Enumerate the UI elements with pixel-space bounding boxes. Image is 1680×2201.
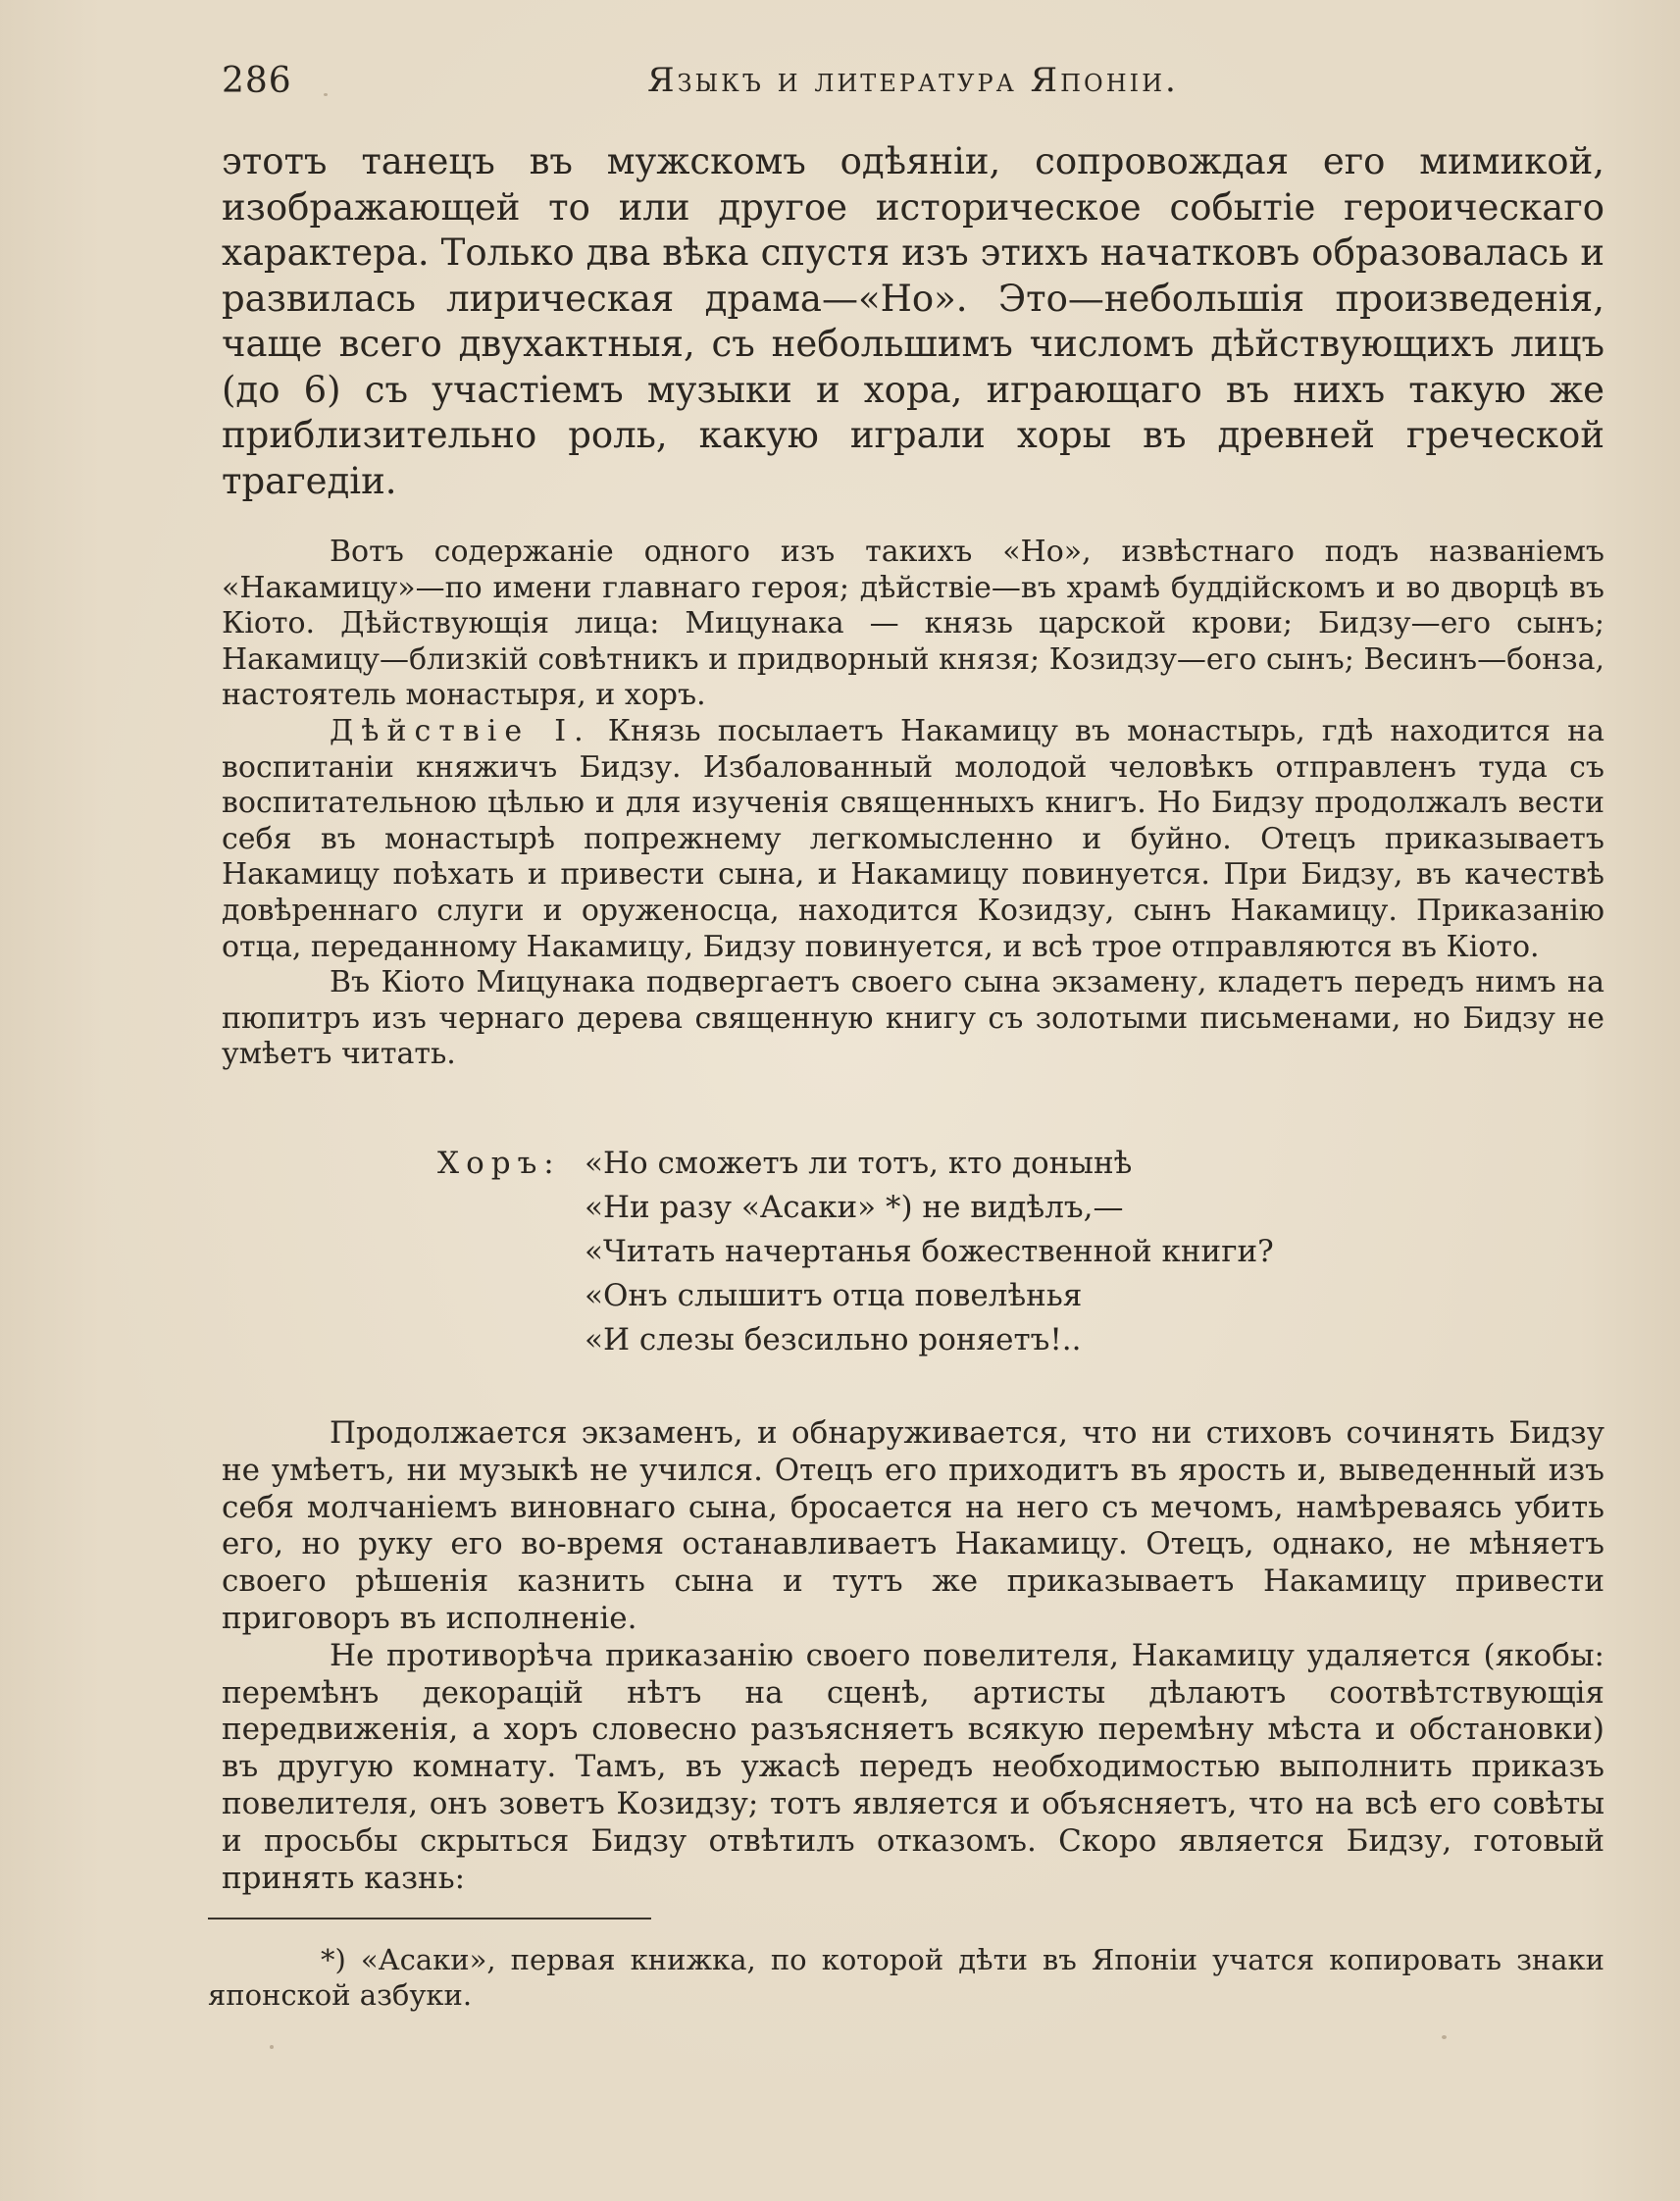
- footnote-rule: [208, 1918, 651, 1919]
- page-header: [222, 61, 1604, 108]
- opening-paragraph-block: [222, 139, 1604, 504]
- footnote: *) «Асаки», первая книжка, по которой дѣти въ Японіи учатся копировать знаки японской азбуки.: [208, 1943, 1604, 2012]
- verse-line-3: [437, 1230, 1274, 1274]
- paper-speck: [270, 2045, 274, 2049]
- verse-text: «Ни разу «Асаки» *) не видѣлъ,—: [585, 1190, 1124, 1225]
- verse-speaker: Хоръ:: [437, 1146, 561, 1181]
- paper-speck: [324, 93, 328, 96]
- page-number: 286: [222, 61, 292, 101]
- verse-line-1: [437, 1142, 1274, 1186]
- verse-line-2: [437, 1186, 1274, 1230]
- verse-line-4: [437, 1274, 1274, 1318]
- chorus-verse: [437, 1142, 1274, 1362]
- running-title: Языкъ и литература Японіи.: [647, 61, 1179, 100]
- verse-text: «И слезы безсильно роняетъ!..: [585, 1322, 1082, 1357]
- verse-line-5: [437, 1318, 1274, 1362]
- opening-paragraph: этотъ танецъ въ мужскомъ одѣяніи, сопровождая его мимикой, изображающей то или другое историческое событіе героическаго характера. Только два вѣка спустя изъ этихъ начатковъ образовалась и развилась лирическая драма—«Но». Это—небольшія произведенія, чаще всего двухактныя, съ небольшимъ числомъ дѣйствующихъ лицъ (до 6) съ участіемъ музыки и хора, играющаго въ нихъ такую же приблизительно роль, какую играли хоры въ древней греческой трагедіи.: [222, 140, 1604, 502]
- verse-text: «Онъ слышитъ отца повелѣнья: [585, 1278, 1083, 1313]
- act-heading: Дѣйствіе I.: [330, 713, 591, 748]
- continuation-block: [222, 1415, 1604, 1897]
- verse-text: «Но сможетъ ли тотъ, кто донынѣ: [585, 1146, 1133, 1181]
- summary-paragraph-2: [222, 714, 1604, 965]
- continuation-paragraph-1: Продолжается экзаменъ, и обнаруживается, что ни стиховъ сочинять Бидзу не умѣетъ, ни музыкѣ не учился. Отецъ его приходитъ въ ярость и, выведенный изъ себя молчаніемъ виновнаго сына, бросается на него съ мечомъ, намѣреваясь убить его, но руку его во-время останавливаетъ Накамицу. Отецъ, однако, не мѣняетъ своего рѣшенія казнить сына и тутъ же приказываетъ Накамицу привести приговоръ въ исполненіе.: [222, 1415, 1604, 1636]
- play-summary-block: [222, 535, 1604, 1073]
- paper-speck: [1442, 2035, 1447, 2039]
- summary-paragraph-3: Въ Кіото Мицунака подвергаетъ своего сына экзамену, кладетъ передъ нимъ на пюпитръ изъ чернаго дерева священную книгу съ золотыми письменами, но Бидзу не умѣетъ читать.: [222, 965, 1604, 1072]
- act-text: Князь посылаетъ Накамицу въ монастырь, гдѣ находится на воспитаніи княжичъ Бидзу. Избалованный молодой человѣкъ отправленъ туда съ воспитательною цѣлью и для изученія священныхъ книгъ. Но Бидзу продолжалъ вести себя въ монастырѣ попрежнему легкомысленно и буйно. Отецъ приказываетъ Накамицу поѣхать и привести сына, и Накамицу повинуется. При Бидзу, въ качествѣ довѣреннаго слуги и оруженосца, находится Козидзу, сынъ Накамицу. Приказанію отца, переданному Накамицу, Бидзу повинуется, и всѣ трое отправляются въ Кіото.: [222, 713, 1604, 964]
- continuation-paragraph-2: Не противорѣча приказанію своего повелителя, Накамицу удаляется (якобы: перемѣнъ декорацій нѣтъ на сценѣ, артисты дѣлаютъ соотвѣтствующія передвиженія, а хоръ словесно разъясняетъ всякую перемѣну мѣста и обстановки) въ другую комнату. Тамъ, въ ужасѣ передъ необходимостью выполнить приказъ повелителя, онъ зоветъ Козидзу; тотъ является и объясняетъ, что на всѣ его совѣты и просьбы скрыться Бидзу отвѣтилъ отказомъ. Скоро является Бидзу, готовый принять казнь:: [222, 1637, 1604, 1896]
- summary-paragraph-1: Вотъ содержаніе одного изъ такихъ «Но», извѣстнаго подъ названіемъ «Накамицу»—по имени главнаго героя; дѣйствіе—въ храмѣ буддійскомъ и во дворцѣ въ Кіото. Дѣйствующія лица: Мицунака — князь царской крови; Бидзу—его сынъ; Накамицу—близкій совѣтникъ и придворный князя; Козидзу—его сынъ; Весинъ—бонза, настоятель монастыря, и хоръ.: [222, 535, 1604, 713]
- verse-text: «Читать начертанья божественной книги?: [585, 1234, 1274, 1269]
